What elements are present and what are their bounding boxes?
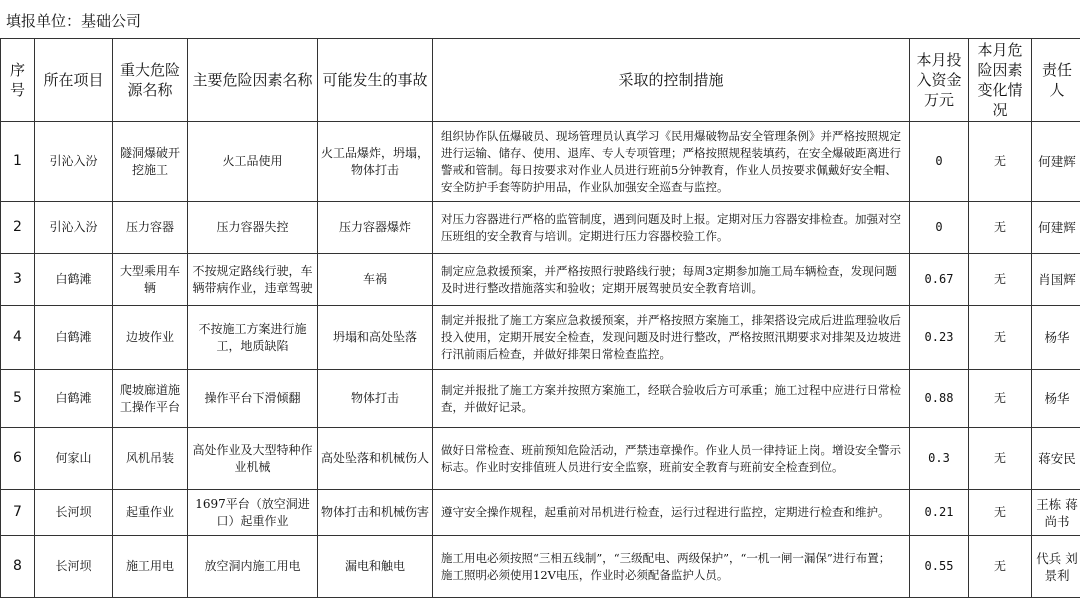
col-hazard-source: 重大危险源名称 — [113, 39, 188, 122]
cell-control-measures: 对压力容器进行严格的监管制度，遇到问题及时上报。定期对压力容器安排检查。加强对空压班组的安全教育与培训。定期进行压力容器校验工作。 — [433, 202, 910, 254]
col-control-measures: 采取的控制措施 — [433, 39, 910, 122]
cell-risk-change: 无 — [969, 202, 1032, 254]
cell-control-measures: 制定并报批了施工方案应急救援预案，并严格按照方案施工，排架搭设完成后进监理验收后投入使用，定期开展安全检查，发现问题及时进行整改，严格按照汛期要求对排架及边坡进行汛前雨后检查，并做好排架日常检查监控。 — [433, 306, 910, 370]
col-monthly-fund: 本月投入资金万元 — [910, 39, 969, 122]
cell-seq: 7 — [1, 490, 35, 536]
cell-seq: 6 — [1, 428, 35, 490]
cell-possible-accident: 坍塌和高处坠落 — [318, 306, 433, 370]
cell-responsible: 王栋 蒋尚书 — [1032, 490, 1080, 536]
col-possible-accident: 可能发生的事故 — [318, 39, 433, 122]
table-row — [1, 254, 1080, 306]
cell-hazard-factor: 不按施工方案进行施工，地质缺陷 — [188, 306, 318, 370]
cell-seq: 5 — [1, 370, 35, 428]
table-row — [1, 428, 1080, 490]
cell-responsible: 肖国辉 — [1032, 254, 1080, 306]
cell-control-measures: 做好日常检查、班前预知危险活动，严禁违章操作。作业人员一律持证上岗。增设安全警示标志。作业时安排值班人员进行安全监察，班前安全教育与班前安全检查到位。 — [433, 428, 910, 490]
cell-project: 白鹤滩 — [35, 254, 113, 306]
cell-risk-change: 无 — [969, 428, 1032, 490]
cell-project: 长河坝 — [35, 490, 113, 536]
cell-hazard-factor: 放空洞内施工用电 — [188, 536, 318, 598]
cell-seq: 2 — [1, 202, 35, 254]
cell-monthly-fund: 0 — [910, 122, 969, 202]
reporting-unit-label: 填报单位：基础公司 — [6, 12, 142, 30]
table-row — [1, 122, 1080, 202]
cell-possible-accident: 压力容器爆炸 — [318, 202, 433, 254]
cell-control-measures: 组织协作队伍爆破员、现场管理员认真学习《民用爆破物品安全管理条例》并严格按照规定进行运输、储存、使用、退库、专人专项管理；严格按照规程装填药，在安全爆破距离进行警戒和管制。每日按要求对作业人员进行班前5分钟教育，作业人员按要求佩戴好安全帽、安全防护手套等防护用品，作业队加强安全巡查与监控。 — [433, 122, 910, 202]
cell-responsible: 蒋安民 — [1032, 428, 1080, 490]
col-project: 所在项目 — [35, 39, 113, 122]
cell-control-measures: 制定并报批了施工方案并按照方案施工，经联合验收后方可承重；施工过程中应进行日常检查，并做好记录。 — [433, 370, 910, 428]
cell-risk-change: 无 — [969, 254, 1032, 306]
col-seq: 序号 — [1, 39, 35, 122]
cell-possible-accident: 物体打击 — [318, 370, 433, 428]
cell-hazard-source: 隧洞爆破开挖施工 — [113, 122, 188, 202]
cell-responsible: 杨华 — [1032, 370, 1080, 428]
cell-responsible: 何建辉 — [1032, 122, 1080, 202]
cell-hazard-source: 施工用电 — [113, 536, 188, 598]
cell-hazard-factor: 1697平台（放空洞进口）起重作业 — [188, 490, 318, 536]
table-body — [1, 122, 1080, 598]
cell-monthly-fund: 0.88 — [910, 370, 969, 428]
cell-hazard-factor: 高处作业及大型特种作业机械 — [188, 428, 318, 490]
table-row — [1, 202, 1080, 254]
cell-responsible: 代兵 刘景利 — [1032, 536, 1080, 598]
cell-monthly-fund: 0.67 — [910, 254, 969, 306]
table-row — [1, 490, 1080, 536]
cell-hazard-source: 大型乘用车辆 — [113, 254, 188, 306]
cell-possible-accident: 高处坠落和机械伤人 — [318, 428, 433, 490]
cell-project: 引沁入汾 — [35, 122, 113, 202]
col-responsible: 责任人 — [1032, 39, 1080, 122]
cell-control-measures: 施工用电必须按照“三相五线制”，“三级配电、两级保护”，“一机一闸一漏保”进行布置；施工照明必须使用12V电压，作业时必须配备监护人员。 — [433, 536, 910, 598]
report-header — [0, 0, 1080, 39]
cell-risk-change: 无 — [969, 490, 1032, 536]
cell-responsible: 杨华 — [1032, 306, 1080, 370]
cell-hazard-source: 压力容器 — [113, 202, 188, 254]
cell-project: 白鹤滩 — [35, 370, 113, 428]
cell-hazard-source: 起重作业 — [113, 490, 188, 536]
cell-possible-accident: 漏电和触电 — [318, 536, 433, 598]
hazard-table — [0, 38, 1080, 598]
cell-control-measures: 制定应急救援预案，并严格按照行驶路线行驶；每周3定期参加施工局车辆检查，发现问题及时进行整改措施落实和验收；定期开展驾驶员安全教育培训。 — [433, 254, 910, 306]
cell-hazard-factor: 火工品使用 — [188, 122, 318, 202]
cell-possible-accident: 物体打击和机械伤害 — [318, 490, 433, 536]
cell-seq: 1 — [1, 122, 35, 202]
cell-risk-change: 无 — [969, 536, 1032, 598]
cell-project: 引沁入汾 — [35, 202, 113, 254]
cell-seq: 4 — [1, 306, 35, 370]
cell-risk-change: 无 — [969, 122, 1032, 202]
cell-monthly-fund: 0.21 — [910, 490, 969, 536]
cell-monthly-fund: 0.23 — [910, 306, 969, 370]
cell-hazard-source: 边坡作业 — [113, 306, 188, 370]
cell-risk-change: 无 — [969, 370, 1032, 428]
cell-monthly-fund: 0.3 — [910, 428, 969, 490]
cell-seq: 8 — [1, 536, 35, 598]
cell-risk-change: 无 — [969, 306, 1032, 370]
col-risk-change: 本月危险因素变化情况 — [969, 39, 1032, 122]
cell-monthly-fund: 0.55 — [910, 536, 969, 598]
table-row — [1, 370, 1080, 428]
table-row — [1, 536, 1080, 598]
col-hazard-factor: 主要危险因素名称 — [188, 39, 318, 122]
cell-hazard-factor: 压力容器失控 — [188, 202, 318, 254]
cell-seq: 3 — [1, 254, 35, 306]
cell-hazard-source: 风机吊装 — [113, 428, 188, 490]
table-row — [1, 306, 1080, 370]
cell-possible-accident: 车祸 — [318, 254, 433, 306]
cell-possible-accident: 火工品爆炸，坍塌，物体打击 — [318, 122, 433, 202]
cell-hazard-source: 爬坡廊道施工操作平台 — [113, 370, 188, 428]
cell-responsible: 何建辉 — [1032, 202, 1080, 254]
cell-project: 长河坝 — [35, 536, 113, 598]
cell-control-measures: 遵守安全操作规程，起重前对吊机进行检查，运行过程进行监控，定期进行检查和维护。 — [433, 490, 910, 536]
cell-project: 何家山 — [35, 428, 113, 490]
cell-monthly-fund: 0 — [910, 202, 969, 254]
table-header — [1, 39, 1080, 122]
cell-hazard-factor: 操作平台下滑倾翻 — [188, 370, 318, 428]
cell-project: 白鹤滩 — [35, 306, 113, 370]
cell-hazard-factor: 不按规定路线行驶，车辆带病作业，违章驾驶 — [188, 254, 318, 306]
